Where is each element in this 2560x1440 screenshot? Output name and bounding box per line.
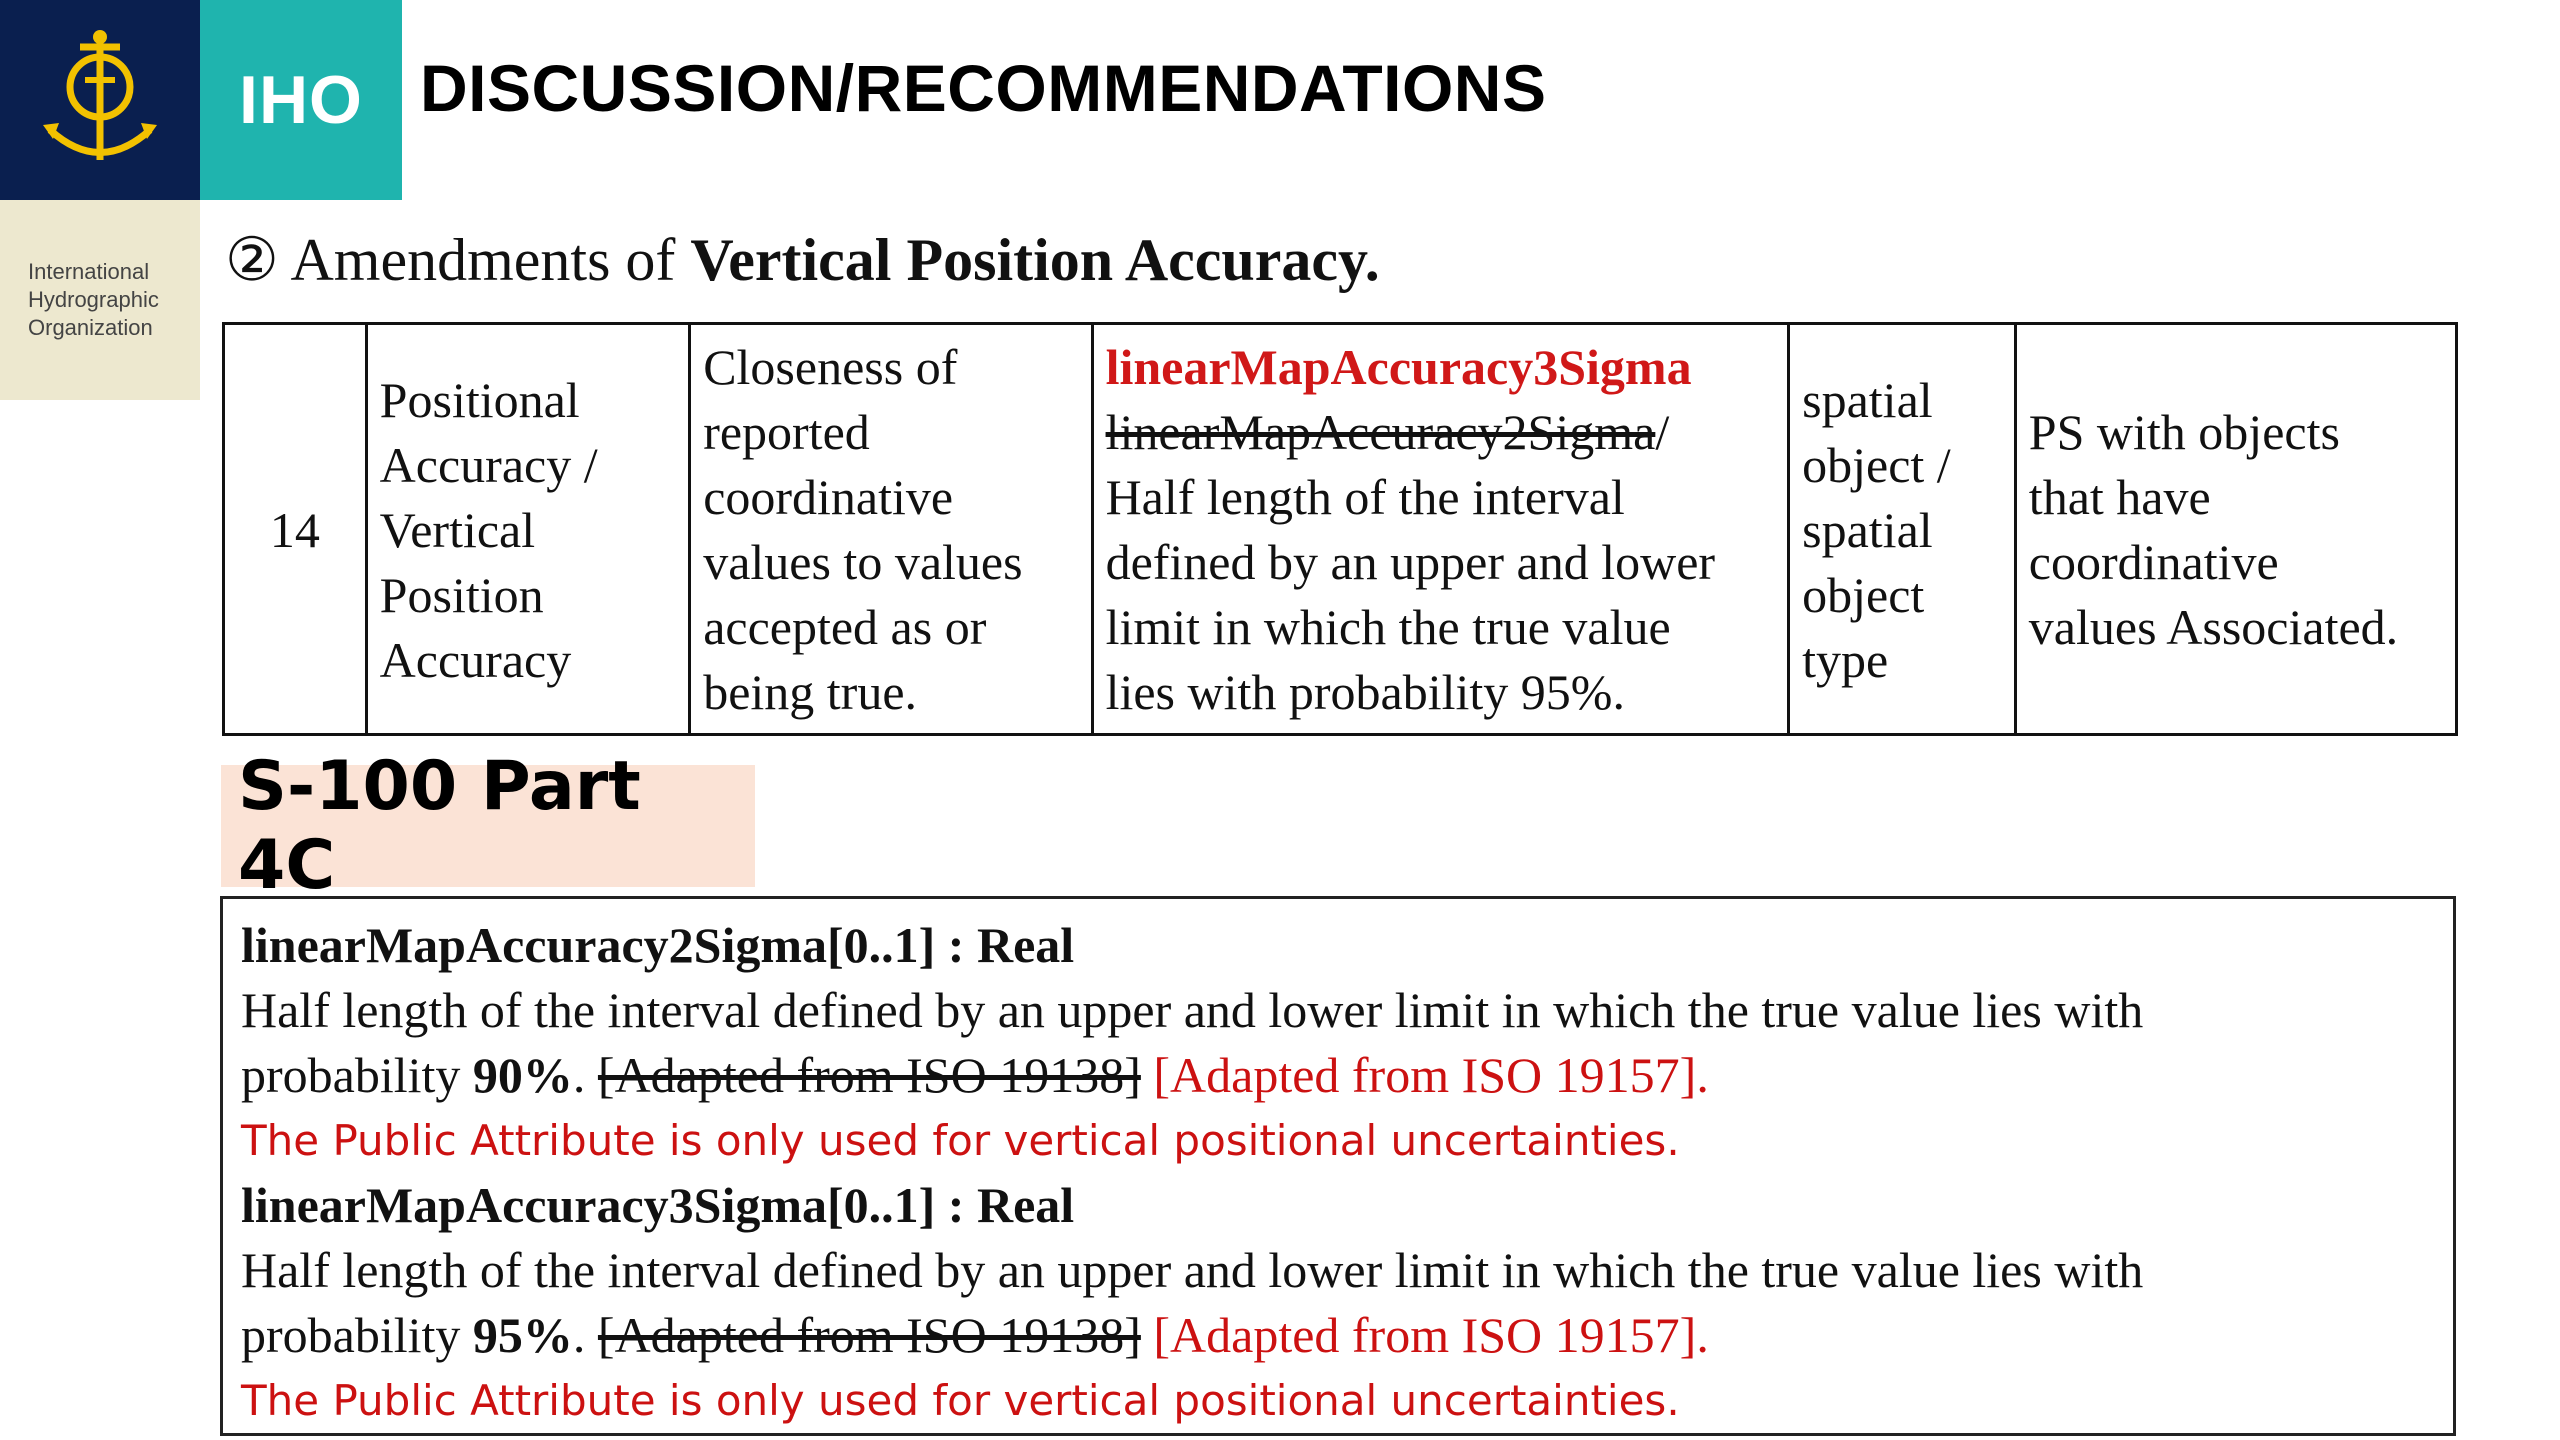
row-type-line: spatial	[1802, 501, 1933, 558]
new-reference: [Adapted from ISO 19157].	[1140, 1307, 1709, 1363]
table-row	[224, 324, 2457, 735]
attr-desc-line: Half length of the interval	[1105, 469, 1625, 525]
old-reference: [Adapted from ISO 19138]	[597, 1307, 1141, 1363]
row-definition-line: values to values	[703, 534, 1023, 590]
org-name: International Hydrographic Organization	[28, 259, 159, 340]
row-applies-line: coordinative	[2028, 534, 2279, 590]
definition-probability-line	[241, 1303, 2435, 1368]
row-applies-line: that have	[2028, 469, 2211, 525]
row-definition-line: being true.	[703, 664, 918, 720]
attr-new-name: linearMapAccuracy3Sigma	[1105, 339, 1692, 395]
part-label-text: S-100 Part 4C	[238, 747, 641, 905]
row-name-line: Accuracy /	[379, 436, 598, 493]
iho-label: IHO	[239, 62, 363, 138]
definition-note: The Public Attribute is only used for vertical positional uncertainties.	[241, 1116, 1680, 1165]
definition-heading: linearMapAccuracy2Sigma[0..1] : Real	[241, 917, 1075, 973]
row-type-line: type	[1802, 631, 1889, 688]
row-applies-line: values Associated.	[2028, 599, 2399, 655]
row-attribute-cell	[1092, 324, 1789, 735]
subtitle-bold: Vertical Position Accuracy.	[690, 227, 1380, 293]
row-name-line: Accuracy	[379, 631, 572, 688]
anchor-emblem-icon	[35, 25, 165, 175]
iho-logo	[0, 0, 200, 200]
probability-value: 95%	[472, 1307, 573, 1363]
row-name-line: Vertical	[379, 501, 536, 558]
probability-suffix: .	[572, 1307, 598, 1363]
row-definition-line: reported	[703, 404, 870, 460]
section-subtitle	[225, 225, 1380, 295]
row-type-cell	[1789, 324, 2016, 735]
row-definition-line: accepted as or	[703, 599, 987, 655]
iho-label-box	[200, 0, 402, 200]
definition-text: Half length of the interval defined by an upper and lower limit in which the true value lies with	[241, 1242, 2144, 1298]
amendment-table	[222, 322, 2458, 736]
row-type-line: object	[1802, 566, 1925, 623]
old-reference: [Adapted from ISO 19138]	[597, 1047, 1141, 1103]
row-definition-line: Closeness of	[703, 339, 958, 395]
new-reference: [Adapted from ISO 19157].	[1140, 1047, 1709, 1103]
attr-separator: /	[1655, 404, 1670, 460]
attr-old-name: linearMapAccuracy2Sigma	[1105, 404, 1656, 460]
page-title: DISCUSSION/RECOMMENDATIONS	[420, 51, 1547, 125]
row-definition-cell	[690, 324, 1092, 735]
probability-prefix: probability	[241, 1047, 473, 1103]
attr-desc-line: lies with probability 95%.	[1105, 664, 1625, 720]
attr-desc-line: limit in which the true value	[1105, 599, 1671, 655]
definitions-box	[220, 896, 2456, 1436]
definition-probability-line	[241, 1043, 2435, 1108]
attr-desc-line: defined by an upper and lower	[1105, 534, 1716, 590]
definition-heading: linearMapAccuracy3Sigma[0..1] : Real	[241, 1177, 1075, 1233]
org-name-box	[0, 200, 200, 400]
row-applies-line: PS with objects	[2028, 404, 2340, 460]
part-label	[221, 747, 755, 905]
row-name-line: Positional	[379, 371, 580, 428]
row-name-cell	[366, 324, 690, 735]
row-applies-cell	[2015, 324, 2456, 735]
definition-note: The Public Attribute is only used for vertical positional uncertainties.	[241, 1376, 1680, 1425]
row-type-line: object /	[1802, 436, 1951, 493]
row-type-line: spatial	[1802, 371, 1933, 428]
definition-text: Half length of the interval defined by an upper and lower limit in which the true value lies with	[241, 982, 2144, 1038]
row-name-line: Position	[379, 566, 544, 623]
probability-value: 90%	[472, 1047, 573, 1103]
attr-old-line	[1106, 400, 1776, 465]
probability-prefix: probability	[241, 1307, 473, 1363]
row-definition-line: coordinative	[703, 469, 954, 525]
probability-suffix: .	[572, 1047, 598, 1103]
row-number: 14	[224, 324, 367, 735]
subtitle-prefix: ② Amendments of	[225, 227, 691, 293]
